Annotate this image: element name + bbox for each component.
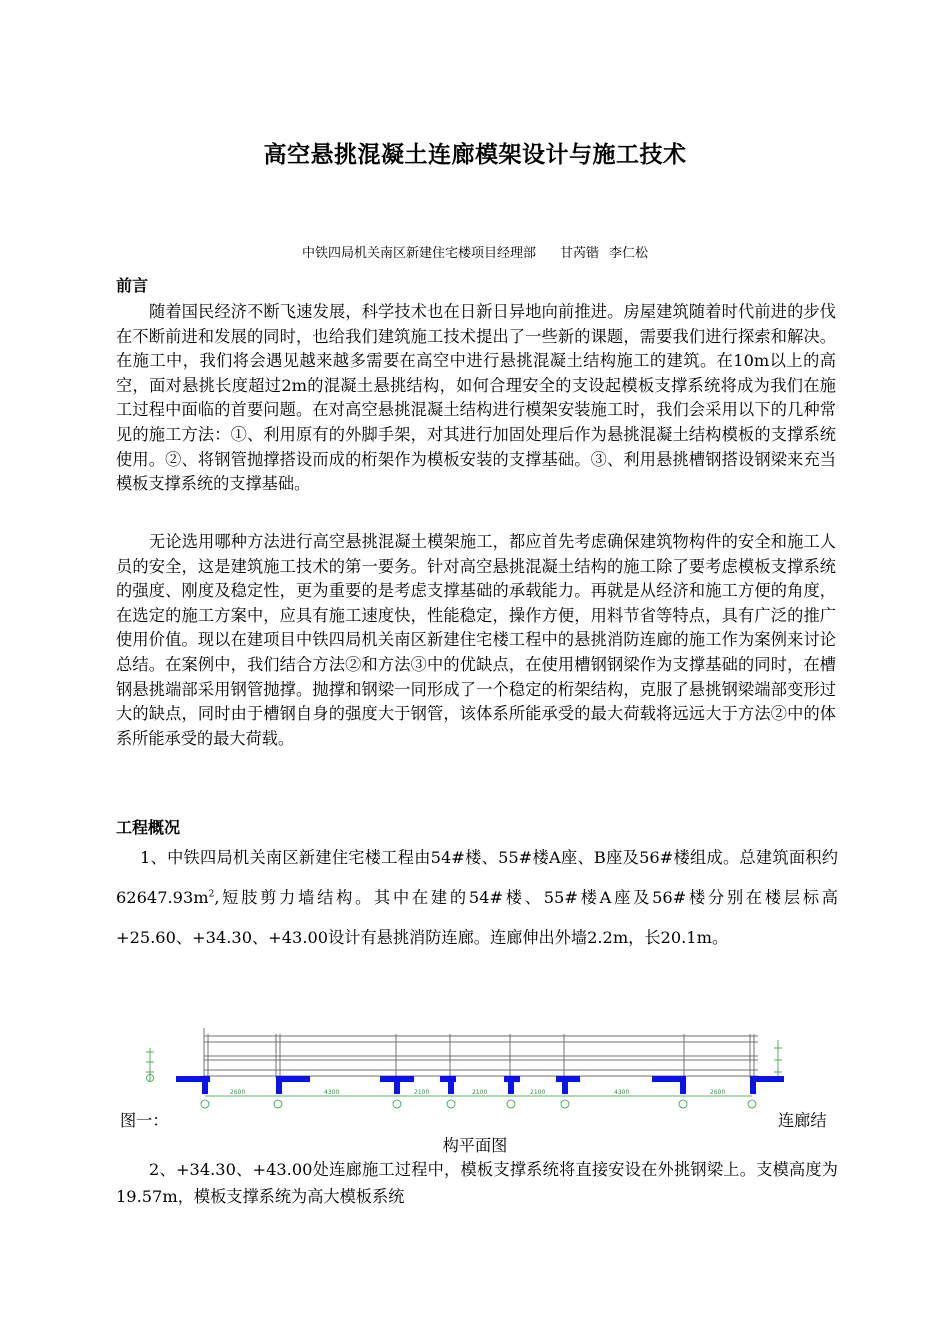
dimension-label: 2100 — [472, 1089, 488, 1096]
author-line — [0, 242, 950, 261]
section-heading-preface: 前言 — [116, 276, 149, 295]
figure-caption-continued: 构平面图 — [442, 1136, 508, 1155]
section-heading-overview: 工程概况 — [116, 818, 181, 837]
steel-beam — [508, 1076, 514, 1094]
dimension-label: 4300 — [614, 1089, 630, 1096]
steel-beam — [562, 1076, 568, 1094]
steel-beam — [680, 1076, 686, 1094]
affiliation: 中铁四局机关南区新建住宅楼项目经理部 — [301, 246, 536, 261]
steel-beam — [448, 1076, 454, 1094]
figure-caption: 连廊结 — [778, 1111, 827, 1130]
author-name: 李仁松 — [609, 246, 649, 261]
preface-paragraph-2: 无论选用哪种方法进行高空悬挑混凝土模架施工，都应首先考虑确保建筑物构件的安全和施工人员的安全，这是建筑施工技术的第一要务。针对高空悬挑混凝土结构的施工除了要考虑模板支撑系统的强度、刚度及稳定性，更为重要的是考虑支撑基础的承载能力。再就是从经济和施工方便的角度，在选定的施工方案中，应具有施工速度快，性能稳定，操作方便，用料节省等特点，具有广泛的推广使用价值。现以在建项目中铁四局机关南区新建住宅楼工程中的悬挑消防连廊的施工作为案例来讨论总结。在案例中，我们结合方法②和方法③中的优缺点，在使用槽钢钢梁作为支撑基础的同时，在槽钢悬挑端部采用钢管抛撑。抛撑和钢梁一同形成了一个稳定的桁架结构，克服了悬挑钢梁端部变形过大的缺点，同时由于槽钢自身的强度大于钢管，该体系所能承受的最大荷载将远远大于方法②中的体系所能承受的最大荷载。 — [116, 532, 836, 748]
steel-beam — [276, 1076, 282, 1094]
preface-paragraph-1: 随着国民经济不断飞速发展，科学技术也在日新日异地向前推进。房屋建筑随着时代前进的步伐在不断前进和发展的同时，也给我们建筑施工技术提出了一些新的课题，需要我们进行探索和解决。在施工中，我们将会遇见越来越多需要在高空中进行悬挑混凝土结构施工的建筑。在10m以上的高空，面对悬挑长度超过2m的混凝土悬挑结构，如何合理安全的支设起模板支撑系统将成为我们在施工过程中面临的首要问题。在对高空悬挑混凝土结构进行模架安装施工时，我们会采用以下的几种常见的施工方法：①、利用原有的外脚手架，对其进行加固处理后作为悬挑混凝土结构模板的支撑系统使用。②、将钢管抛撑搭设而成的桁架作为模板安装的支撑基础。③、利用悬挑槽钢搭设钢梁来充当模板支撑系统的支撑基础。 — [116, 302, 836, 494]
corridor-outline — [204, 1028, 758, 1078]
steel-beam — [394, 1076, 400, 1094]
left-dimension-marks — [146, 1048, 154, 1082]
figure-label: 图一： — [120, 1111, 169, 1130]
axis-markers — [201, 1096, 756, 1108]
steel-beam — [202, 1076, 208, 1094]
document-title: 高空悬挑混凝土连廊模架设计与施工技术 — [263, 142, 687, 168]
dimension-label: 2600 — [710, 1089, 726, 1096]
overview-text-a: 1、中铁四局机关南区新建住宅楼工程由54#楼、55#楼A座、B座及56#楼组成。总建筑面积约62647.93m — [116, 848, 838, 907]
superscript: 2 — [208, 889, 215, 900]
dimension-label: 2100 — [530, 1089, 546, 1096]
dimension-label: 2600 — [230, 1089, 246, 1096]
author-name: 甘芮锴 — [559, 246, 599, 261]
right-dimension-marks — [774, 1040, 782, 1078]
overview-paragraph-1 — [116, 838, 838, 958]
corridor-plan-drawing — [138, 1020, 818, 1120]
overview-text-b: ,短肢剪力墙结构。其中在建的54#楼、55#楼A座及56#楼分别在楼层标高+25.60、+34.30、+43.00设计有悬挑消防连廊。连廊伸出外墙2.2m，长20.1m。 — [116, 888, 838, 947]
overview-paragraph-2: 2、+34.30、+43.00处连廊施工过程中，模板支撑系统将直接安设在外挑钢梁上。支模高度为19.57m，模板支撑系统为高大模板系统 — [116, 1160, 838, 1206]
dimension-label: 2100 — [414, 1089, 430, 1096]
dimension-label: 4300 — [324, 1089, 340, 1096]
steel-beam — [750, 1076, 756, 1094]
dimension-labels — [230, 1089, 725, 1096]
